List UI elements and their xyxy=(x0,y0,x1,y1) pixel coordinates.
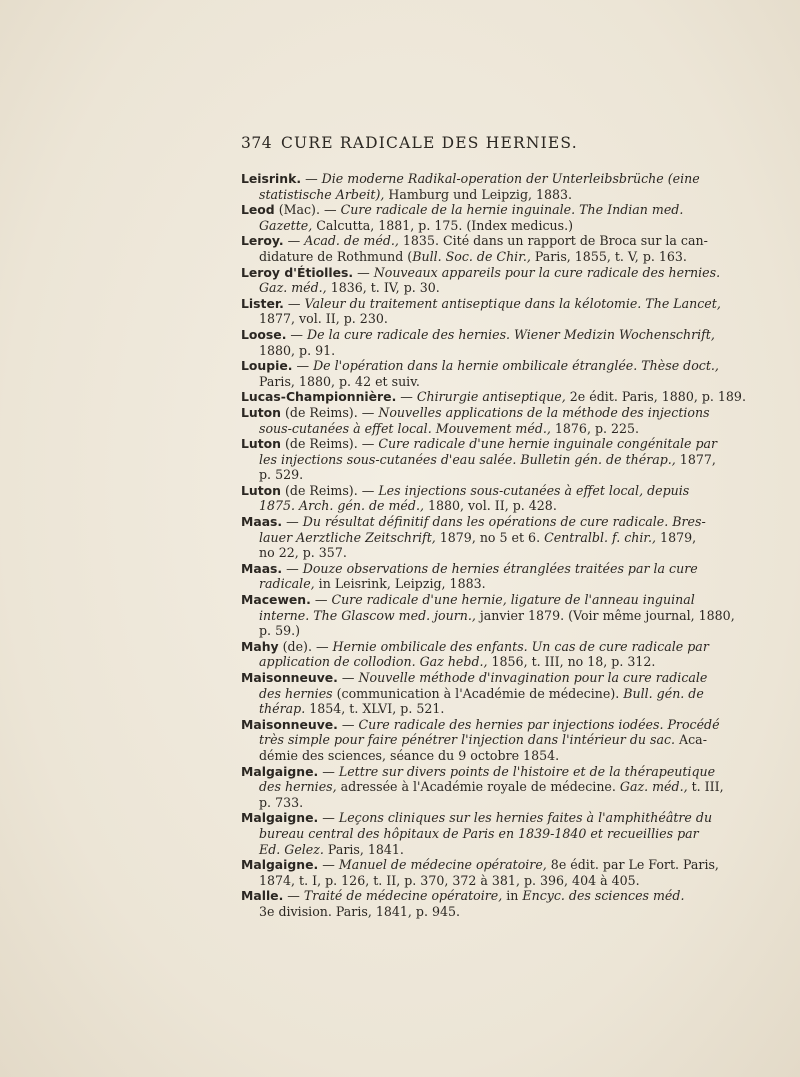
bibliography-entry xyxy=(241,638,709,670)
bibliography-entry xyxy=(241,810,713,857)
bibliography-entry xyxy=(241,716,720,764)
entry-title: application de collodion. Gaz hebd., xyxy=(259,654,488,670)
entry-author: Mahy xyxy=(241,638,279,654)
entry-line xyxy=(241,467,653,483)
entry-title: Gaz. méd., xyxy=(619,779,688,795)
entry-text: 1876, p. 225. xyxy=(550,420,640,436)
entry-line xyxy=(241,545,653,561)
entry-line xyxy=(241,389,746,405)
entry-title: Hernie ombilicale des enfants. Un cas de cure radicale par xyxy=(332,638,709,654)
bibliography-entry xyxy=(241,888,685,919)
entry-text: adressée à l'Académie royale de médecine. xyxy=(336,779,620,795)
entry-line xyxy=(241,716,720,733)
bibliography-entry xyxy=(241,264,721,296)
entry-text: 1880, vol. II, p. 428. xyxy=(423,498,557,514)
entry-line xyxy=(241,701,653,717)
entry-text: — xyxy=(318,763,339,779)
entry-line xyxy=(241,529,697,546)
entry-text: démie des sciences, séance du 9 octobre 1854. xyxy=(259,747,560,763)
entry-title: Cure radicale d'une hernie inguinale congénitale par xyxy=(378,436,718,452)
entry-author: Luton xyxy=(241,436,281,452)
entry-text: Paris, 1880, p. 42 et suiv. xyxy=(259,373,420,389)
entry-title: lauer Aerztliche Zeitschrift, xyxy=(259,529,436,545)
entry-author: Leroy d'Étiolles. xyxy=(241,264,354,280)
entry-author: Maas. xyxy=(241,514,283,530)
entry-title: Cure radicale d'une hernie, ligature de l'anneau inguinal xyxy=(331,592,695,608)
bibliography-entry xyxy=(241,857,719,888)
entry-line xyxy=(241,295,721,312)
entry-text: p. 733. xyxy=(259,794,304,810)
entry-author: Malgaigne. xyxy=(241,857,319,873)
entry-title: De l'opération dans la hernie ombilicale étranglée. Thèse doct., xyxy=(313,358,719,374)
entry-title: Nouvelles applications de la méthode des injections xyxy=(378,404,710,420)
entry-text: (communication à l'Académie de médecine). xyxy=(332,685,624,701)
entry-title: Ed. Gelez. xyxy=(259,841,324,857)
entry-text: 2e édit. Paris, 1880, p. 189. xyxy=(565,389,746,405)
entry-title: Centralbl. f. chir., xyxy=(544,529,657,545)
entry-author: Luton xyxy=(241,404,281,420)
entry-author: Luton xyxy=(241,482,281,498)
entry-line xyxy=(241,358,719,374)
entry-line xyxy=(241,732,707,748)
entry-text: — xyxy=(318,810,339,826)
entry-line xyxy=(241,264,721,281)
entry-author: Macewen. xyxy=(241,592,311,608)
entry-text: 1835. Cité dans un rapport de Broca sur la can- xyxy=(398,233,708,249)
entry-title: Douze observations de hernies étranglées traitées par la cure xyxy=(302,560,698,576)
entry-text: Paris, 1855, t. V, p. 163. xyxy=(530,248,687,264)
entry-line xyxy=(241,436,718,452)
entry-title: sous-cutanées à effet local. Mouvement méd., xyxy=(259,420,551,436)
entry-text: p. 59.) xyxy=(259,623,301,639)
bibliography-entry xyxy=(241,404,710,436)
entry-title: Gazette, xyxy=(259,217,313,233)
entry-text: in xyxy=(502,888,523,904)
entry-author: Leod xyxy=(241,202,275,218)
entry-text: — xyxy=(337,716,359,732)
entry-title: statistische Arbeit), xyxy=(259,186,385,202)
entry-text: 1856, t. III, no 18, p. 312. xyxy=(487,654,656,670)
entry-line xyxy=(241,560,698,577)
entry-title: Les injections sous-cutanées à effet local, depuis xyxy=(378,482,690,498)
entry-title: Cure radicale de la hernie inguinale. The Indian med. xyxy=(340,202,684,218)
entry-text: — xyxy=(318,857,339,873)
bibliography-entry xyxy=(241,482,690,514)
entry-text: 1874, t. I, p. 126, t. II, p. 370, 372 à 381, p. 396, 404 à 405. xyxy=(259,872,640,888)
entry-line xyxy=(241,638,709,655)
entry-line xyxy=(241,888,685,904)
entry-line xyxy=(241,498,653,514)
entry-title: Valeur du traitement antiseptique dans la kélotomie. The Lancet, xyxy=(304,295,721,311)
bibliography-entry xyxy=(241,233,708,264)
bibliography-entry xyxy=(241,202,684,233)
entry-line xyxy=(241,623,653,639)
bibliography-entry xyxy=(241,763,724,811)
entry-line xyxy=(241,670,708,686)
entry-title: Cure radicale des hernies par injections iodées. Procédé xyxy=(358,716,720,732)
entry-line xyxy=(241,592,695,608)
entry-line xyxy=(241,576,653,592)
entry-title: des hernies, xyxy=(259,779,337,795)
entry-text: Hamburg und Leipzig, 1883. xyxy=(384,186,573,202)
entry-title: Acad. de méd., xyxy=(304,233,399,249)
entry-line xyxy=(241,218,653,234)
entry-text: 8e édit. par Le Fort. Paris, xyxy=(546,857,719,873)
entry-text: — xyxy=(337,670,359,685)
entry-line xyxy=(241,810,713,826)
entry-text: in Leisrink, Leipzig, 1883. xyxy=(314,576,486,592)
entry-title: interne. The Glascow med. journ., xyxy=(259,607,476,623)
bibliography-entry xyxy=(241,358,719,389)
entry-line xyxy=(241,451,716,468)
entry-text: janvier 1879. (Voir même journal, 1880, xyxy=(475,607,735,623)
entry-line xyxy=(241,374,653,390)
entry-author: Malgaigne. xyxy=(241,763,319,779)
entry-author: Maas. xyxy=(241,560,283,576)
entry-author: Maisonneuve. xyxy=(241,670,338,685)
entry-title: Chirurgie antiseptique, xyxy=(416,389,566,405)
entry-text: didature de Rothmund ( xyxy=(259,248,413,264)
entry-text: — xyxy=(283,233,305,249)
entry-line xyxy=(241,514,706,530)
entry-text: — xyxy=(282,514,303,530)
entry-text: — xyxy=(283,888,304,904)
entry-text: 1879, xyxy=(656,529,697,545)
entry-text: (de Reims). — xyxy=(280,482,379,498)
entry-line xyxy=(241,842,653,858)
entry-text: 1880, p. 91. xyxy=(259,342,336,358)
entry-author: Malgaigne. xyxy=(241,810,319,826)
entry-line xyxy=(241,904,653,920)
bibliography-entry xyxy=(241,171,700,202)
entry-line xyxy=(241,202,684,218)
entry-text: p. 529. xyxy=(259,467,304,483)
entry-line xyxy=(241,685,704,702)
entry-title: Die moderne Radikal-operation der Unterleibsbrüche (eine xyxy=(321,171,700,186)
entry-text: Paris, 1841. xyxy=(323,841,404,857)
entry-line xyxy=(241,825,699,842)
entry-line xyxy=(241,873,653,889)
entry-text: (de). — xyxy=(278,638,333,654)
entry-text: 1836, t. IV, p. 30. xyxy=(326,280,440,296)
entry-text: — xyxy=(310,592,332,608)
entry-line xyxy=(241,248,687,265)
page-number: 374 xyxy=(241,134,273,152)
entry-author: Leisrink. xyxy=(241,171,302,186)
entry-title: De la cure radicale des hernies. Wiener Medizin Wochenschrift, xyxy=(307,326,715,342)
bibliography-entry xyxy=(241,389,746,405)
entry-line xyxy=(241,482,690,499)
entry-text: 1879, no 5 et 6. xyxy=(435,529,545,545)
entry-author: Loupie. xyxy=(241,358,293,374)
entry-title: 1875. Arch. gén. de méd., xyxy=(259,498,424,514)
bibliography-entry xyxy=(241,326,715,358)
entry-title: thérap. xyxy=(259,701,306,717)
entry-title: des hernies xyxy=(259,685,333,701)
entry-title: Traité de médecine opératoire, xyxy=(303,888,503,904)
bibliography-entry xyxy=(241,592,735,639)
entry-title: Encyc. des sciences méd. xyxy=(522,888,685,904)
entry-text: no 22, p. 357. xyxy=(259,545,347,561)
entry-text: — xyxy=(396,389,417,405)
entry-text: — xyxy=(282,560,303,576)
entry-title: très simple pour faire pénétrer l'injection dans l'intérieur du sac. xyxy=(259,732,676,748)
entry-line xyxy=(241,311,653,327)
entry-line xyxy=(241,233,708,249)
entry-text: — xyxy=(353,264,374,280)
entry-author: Leroy. xyxy=(241,233,284,249)
entry-title: Manuel de médecine opératoire, xyxy=(338,857,547,873)
entry-text: t. III, xyxy=(687,779,724,795)
running-title: CURE RADICALE DES HERNIES. xyxy=(281,134,578,152)
entry-author: Loose. xyxy=(241,326,287,342)
entry-title: radicale, xyxy=(259,576,315,592)
entry-title: Bull. Soc. de Chir., xyxy=(412,248,531,264)
bibliography-entry xyxy=(241,560,698,592)
entry-text: — xyxy=(286,326,308,342)
entry-title: Lettre sur divers points de l'histoire et de la thérapeutique xyxy=(338,763,716,779)
bibliography-entry xyxy=(241,514,706,561)
entry-title: Leçons cliniques sur les hernies faites à l'amphithéâtre du xyxy=(338,810,713,826)
entry-line xyxy=(241,187,653,203)
entry-line xyxy=(241,343,653,359)
entry-title: Gaz. méd., xyxy=(259,280,327,296)
entry-text: 1877, vol. II, p. 230. xyxy=(259,311,388,327)
entry-title: Bull. gén. de xyxy=(623,685,704,701)
entry-title: Du résultat définitif dans les opérations de cure radicale. Bres- xyxy=(302,514,706,530)
entry-line xyxy=(241,421,653,437)
entry-line xyxy=(241,748,653,764)
entry-line xyxy=(241,795,653,811)
entry-title: Nouvelle méthode d'invagination pour la cure radicale xyxy=(358,670,708,685)
entry-text: Aca- xyxy=(675,732,707,748)
entry-text: 1877, xyxy=(675,451,716,467)
entry-text: — xyxy=(301,171,322,186)
entry-author: Lister. xyxy=(241,295,284,311)
entry-line xyxy=(241,654,656,670)
bibliography-entry xyxy=(241,436,718,483)
entry-text: 3e division. Paris, 1841, p. 945. xyxy=(259,903,460,919)
entry-line xyxy=(241,404,710,421)
entry-line xyxy=(241,857,719,873)
entry-text: Calcutta, 1881, p. 175. (Index medicus.) xyxy=(312,217,574,233)
entry-text: — xyxy=(292,358,314,374)
entry-text: (de Reims). — xyxy=(280,404,379,420)
entry-line xyxy=(241,779,724,795)
entry-title: les injections sous-cutanées d'eau salée. Bulletin gén. de thérap., xyxy=(259,451,676,467)
entry-text: 1854, t. XLVI, p. 521. xyxy=(305,701,445,717)
bibliography-entry xyxy=(241,670,708,717)
entry-line xyxy=(241,326,715,343)
entry-line xyxy=(241,280,653,296)
entry-title: bureau central des hôpitaux de Paris en 1839-1840 et recueillies par xyxy=(259,825,699,841)
entry-author: Malle. xyxy=(241,888,284,904)
bibliography-list xyxy=(241,171,746,920)
entry-line xyxy=(241,171,700,187)
bibliography-entry xyxy=(241,295,721,327)
entry-text: (de Reims). — xyxy=(280,436,379,452)
entry-line xyxy=(241,763,716,780)
entry-author: Lucas-Championnière. xyxy=(241,389,397,405)
entry-text: — xyxy=(283,295,305,311)
entry-line xyxy=(241,607,735,624)
entry-text: (Mac). — xyxy=(274,202,341,218)
entry-author: Maisonneuve. xyxy=(241,716,338,732)
entry-title: Nouveaux appareils pour la cure radicale des hernies. xyxy=(373,264,721,280)
